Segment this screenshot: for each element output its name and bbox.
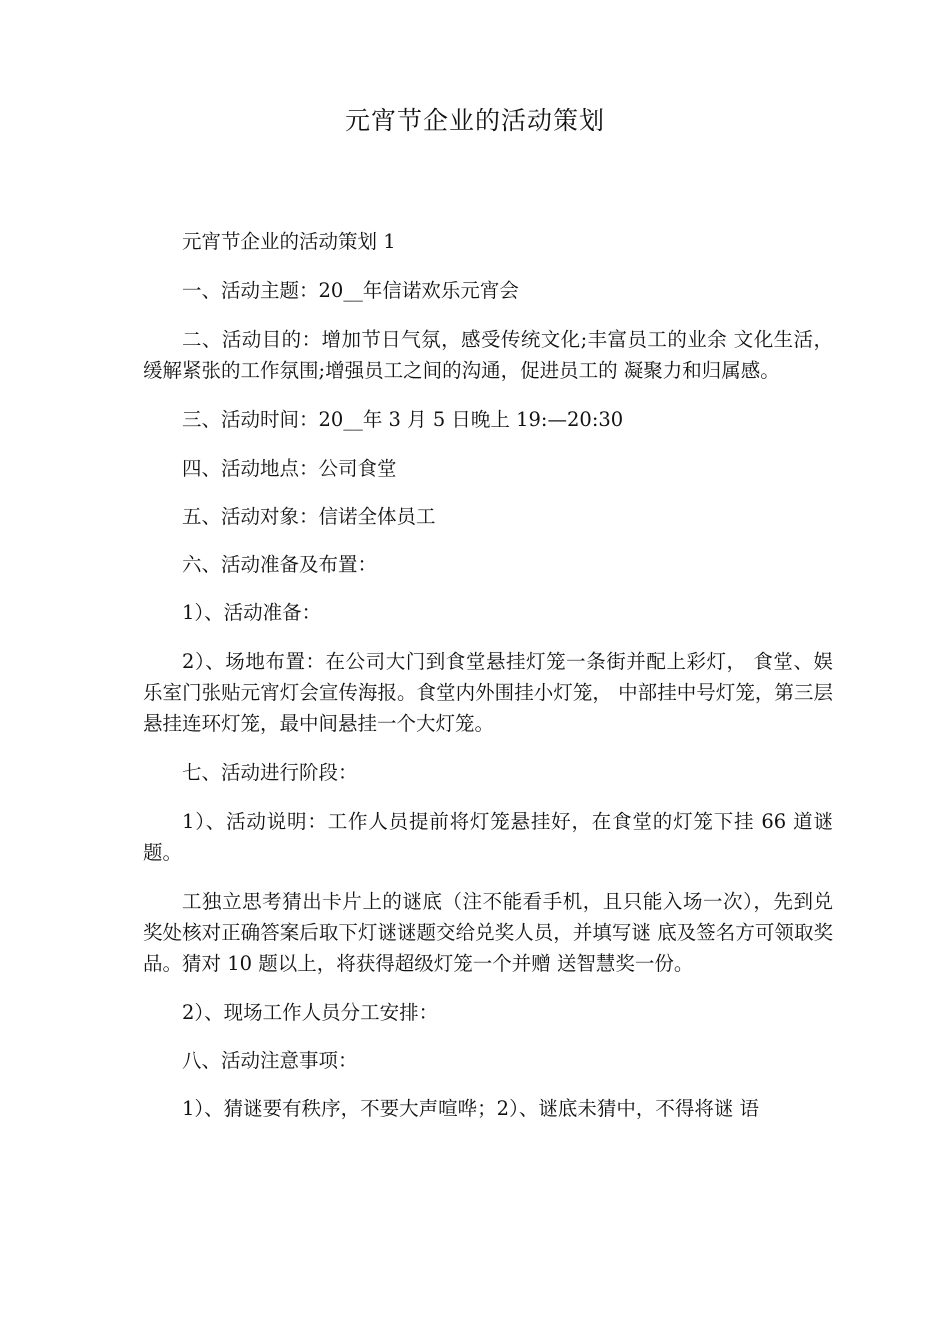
document-body bbox=[143, 226, 833, 1142]
paragraph-theme: 一、活动主题：20__年信诺欢乐元宵会 bbox=[182, 279, 519, 302]
paragraph-location: 四、活动地点：公司食堂 bbox=[182, 457, 397, 480]
paragraph-preparation-item-1: 1）、活动准备： bbox=[182, 601, 322, 624]
paragraph-activity-description: 1）、活动说明：工作人员提前将灯笼悬挂好，在食堂的灯笼下挂 66 道谜题。 bbox=[143, 810, 833, 864]
paragraph-notes-heading: 八、活动注意事项： bbox=[182, 1049, 358, 1072]
section-heading: 元宵节企业的活动策划 1 bbox=[182, 230, 396, 253]
paragraph-venue-setup: 2）、场地布置：在公司大门到食堂悬挂灯笼一条街并配上彩灯， 食堂、娱乐室门张贴元宵灯会宣传海报。食堂内外围挂小灯笼， 中部挂中号灯笼，第三层悬挂连环灯笼，最中间悬挂一个大灯笼。 bbox=[143, 650, 833, 735]
paragraph-audience: 五、活动对象：信诺全体员工 bbox=[182, 505, 436, 528]
paragraph-preparation: 六、活动准备及布置： bbox=[182, 553, 378, 576]
paragraph-time: 三、活动时间：20__年 3 月 5 日晚上 19:—20:30 bbox=[182, 408, 624, 431]
paragraph-notes: 1）、猜谜要有秩序，不要大声喧哗；2）、谜底未猜中，不得将谜 语 bbox=[182, 1097, 760, 1120]
paragraph-purpose: 二、活动目的：增加节日气氛，感受传统文化;丰富员工的业余 文化生活，缓解紧张的工作氛围;增强员工之间的沟通，促进员工的 凝聚力和归属感。 bbox=[143, 328, 833, 382]
document-title: 元宵节企业的活动策划 bbox=[344, 106, 605, 135]
paragraph-staff-arrangement: 2）、现场工作人员分工安排： bbox=[182, 1001, 439, 1024]
paragraph-rules: 工独立思考猜出卡片上的谜底（注不能看手机，且只能入场一次），先到兑奖处核对正确答案后取下灯谜谜题交给兑奖人员，并填写谜 底及签名方可领取奖品。猜对 10 题以上，将获得超级灯笼一个并赠 送智慧奖一份。 bbox=[143, 890, 833, 975]
paragraph-activity-stage: 七、活动进行阶段： bbox=[182, 761, 358, 784]
